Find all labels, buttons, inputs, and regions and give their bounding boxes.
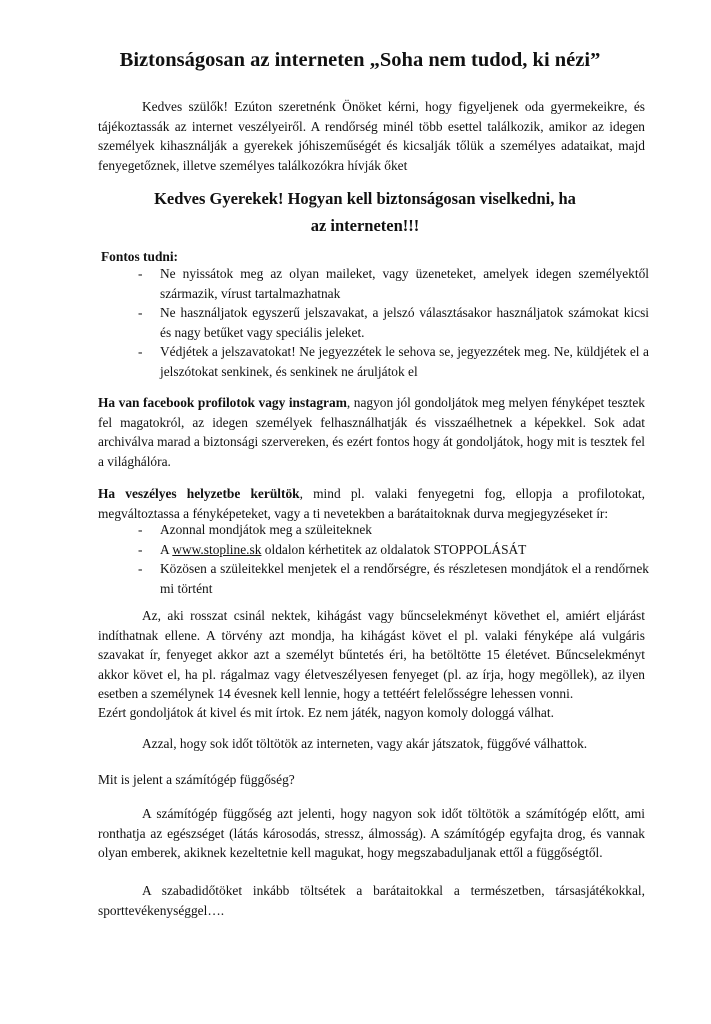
facebook-lead: Ha van facebook profilotok vagy instagram — [98, 395, 347, 410]
danger-paragraph — [98, 484, 645, 523]
facebook-paragraph — [98, 393, 645, 471]
facebook-text: , nagyon jól gondoljátok meg melyen fényképet tesztek fel magatokról, az idegen személyek felhasználhatják és visszaélhetnek a képekkel. Sok adat archiválva marad a biztonsági szervereken, és ezért fontos hogy át gondoljátok, hogy mit is tesztek fel a világhálóra. — [98, 395, 645, 469]
list-item: - Ne nyissátok meg az olyan maileket, vagy üzeneteket, amelyek idegen személyektől származik, vírust tartalmazhatnak — [138, 266, 649, 301]
intro-paragraph: Kedves szülők! Ezúton szeretnénk Önöket kérni, hogy figyeljenek oda gyermekeikre, és tájékoztassák az internet veszélyeiről. A rendőrség minél több esettel találkozik, amikor az idegen személyek kihasználják a gyerekek jóhiszeműségét és kicsalják tőlük a személyes adataikat, majd fenyegetőznek, illetve személyes találkozókra hívják őket — [98, 99, 645, 173]
danger-text: , mind pl. valaki fenyegetni fog, ellopja a profilotokat, megváltoztassa a fényképeteket, vagy a ti nevetekben a barátaitoknak durva megjegyzéseket ír: — [98, 486, 646, 521]
document-title: Biztonságosan az interneten „Soha nem tudod, ki nézi” — [119, 49, 601, 71]
list-item: - A www.stopline.sk oldalon kérhetitek az oldalatok STOPPOLÁSÁT — [138, 540, 649, 560]
dash-marker: - — [138, 561, 143, 576]
dash-marker: - — [138, 266, 143, 281]
dash-marker: - — [138, 541, 143, 557]
list-item: - Azonnal mondjátok meg a szüleiteknek — [138, 520, 649, 540]
addiction-question: Mit is jelent a számítógép függőség? — [98, 772, 295, 787]
danger-lead: Ha veszélyes helyzetbe kerültök — [98, 486, 300, 501]
list-item: - Közösen a szüleitekkel menjetek el a rendőrségre, és részletesen mondjátok el a rendőrnek mi történt — [138, 561, 649, 596]
fontos-list — [138, 264, 649, 381]
law-warning: Ezért gondoljátok át kivel és mit írtok. Ez nem játék, nagyon komoly dologgá válhat. — [98, 705, 554, 720]
freetime-paragraph: A szabadidőtöket inkább töltsétek a barátaitokkal a természetben, társasjátékokkal, sporttevékenységgel…. — [98, 883, 645, 918]
addiction-paragraph: Azzal, hogy sok időt töltötök az interneten, vagy akár játszatok, függővé válhattok. — [142, 736, 588, 751]
fontos-heading: Fontos tudni: — [101, 249, 179, 264]
children-subtitle: Kedves Gyerekek! Hogyan kell biztonságosan viselkedni, ha az interneten!!! — [154, 189, 576, 235]
danger-list — [138, 520, 649, 598]
dash-marker: - — [138, 305, 143, 320]
law-paragraph: Az, aki rosszat csinál nektek, kihágást vagy bűncselekményt követhet el, amiért eljárást indíthatnak ellene. A törvény azt mondja, ha kihágást követ el pl. valaki fényképe alá vulgáris szavakat ír, fenyeget akkor azt a személyt bűntetés éri, ha betöltötte 15 életévet. Bűncselekményt akkor követ el, ha pl. rágalmaz vagy életveszélyesen fenyeget (pl. az írja, hogy megöllek), az ilyen esetben a személynek 14 évesnek kell lennie, hogy a tettéért felelősségre lehessen vonni. — [98, 608, 645, 701]
list-item: - Ne használjatok egyszerű jelszavakat, a jelszó választásakor használjatok számokat kicsi és nagy betűket vagy speciális jeleket. — [138, 305, 649, 340]
dash-marker: - — [138, 522, 143, 537]
dash-marker: - — [138, 344, 143, 359]
stopline-link[interactable]: www.stopline.sk — [172, 541, 262, 557]
addiction-answer: A számítógép függőség azt jelenti, hogy nagyon sok időt töltötök a számítógép előtt, ami ronthatja az egészséget (látás károsodás, stressz, álmosság). A számítógép egyfajta drog, és vannak olyan emberek, akiknek kezeltetnie kell magukat, hogy megszabaduljanak ettől a függőségtől. — [98, 806, 645, 860]
list-item: - Védjétek a jelszavatokat! Ne jegyezzétek le sehova se, jegyezzétek meg. Ne, küldjétek el a jelszótokat senkinek, és senkinek ne áruljátok el — [138, 344, 649, 379]
